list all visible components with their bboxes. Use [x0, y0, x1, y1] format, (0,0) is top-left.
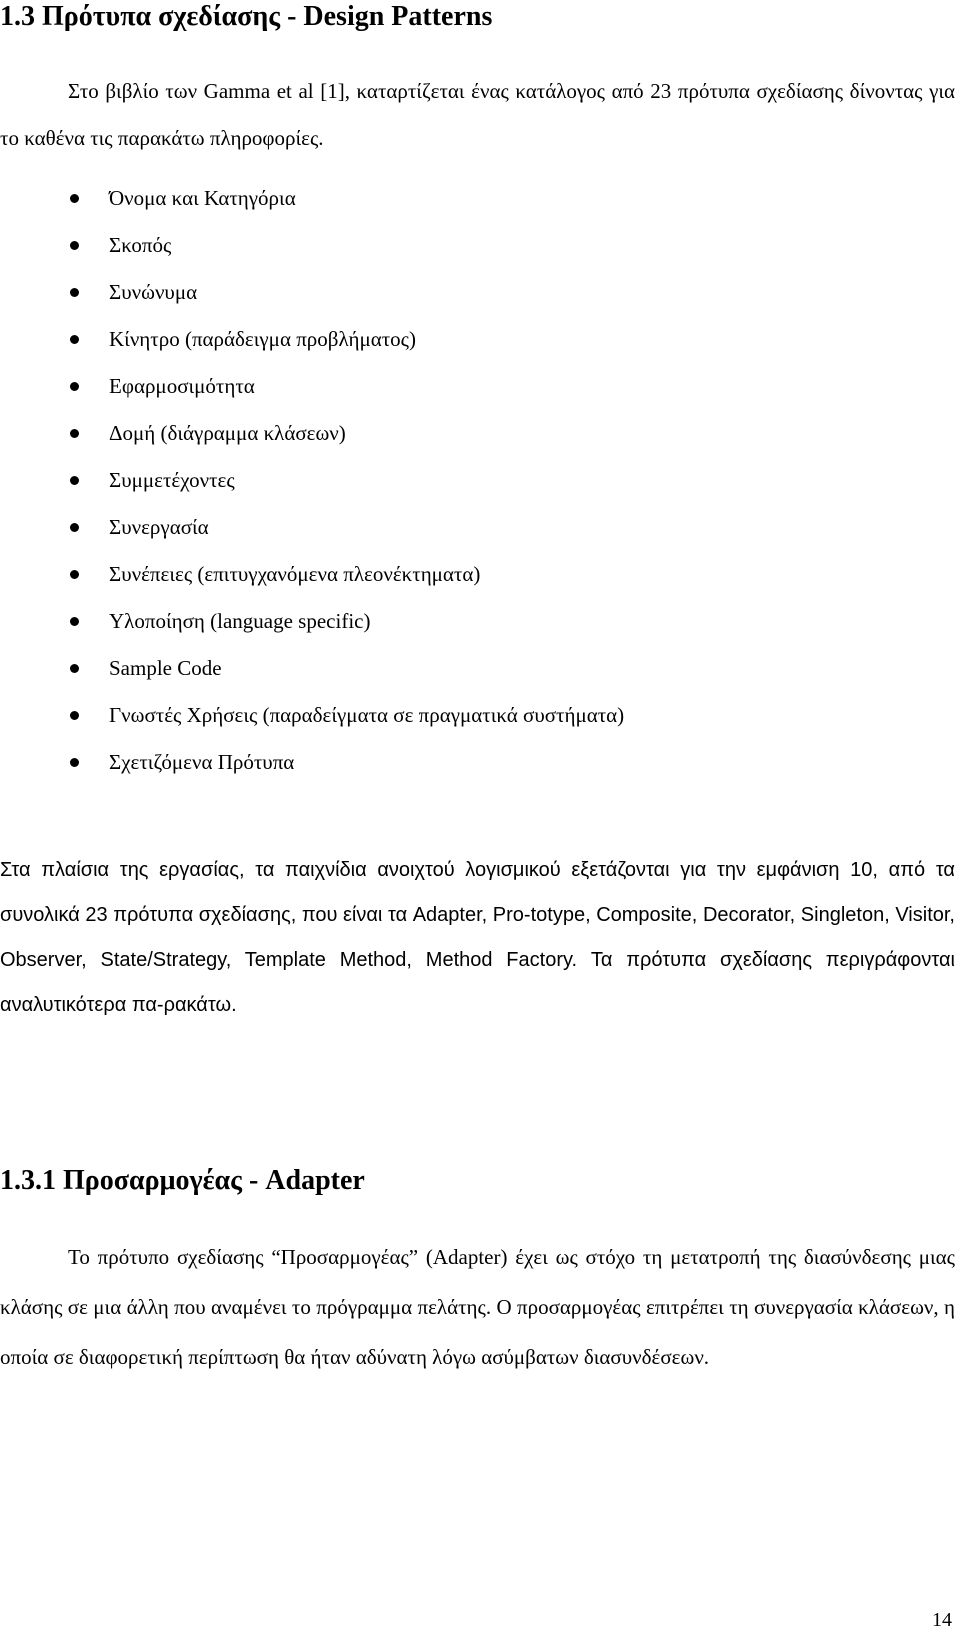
list-item: Υλοποίηση (language specific)	[0, 608, 624, 655]
list-item: Συνεργασία	[0, 514, 624, 561]
list-item: Σκοπός	[0, 232, 624, 279]
bullet-icon	[70, 617, 79, 626]
bullet-icon	[70, 711, 79, 720]
list-item: Συμμετέχοντες	[0, 467, 624, 514]
intro-text: Στο βιβλίο των Gamma et al [1], καταρτίζεται ένας κατάλογος από 23 πρότυπα σχεδίασης δίνοντας για το καθένα τις παρακάτω πληροφορίες.	[0, 79, 955, 150]
list-item: Κίνητρο (παράδειγμα προβλήματος)	[0, 326, 624, 373]
list-item: Δομή (διάγραμμα κλάσεων)	[0, 420, 624, 467]
bullet-icon	[70, 335, 79, 344]
subsection-heading: 1.3.1 Προσαρμογέας - Adapter	[0, 1165, 365, 1196]
bullet-icon	[70, 523, 79, 532]
list-item: Συνέπειες (επιτυγχανόμενα πλεονέκτηματα)	[0, 561, 624, 608]
bullet-icon	[70, 570, 79, 579]
bullet-icon	[70, 382, 79, 391]
section-heading: 1.3 Πρότυπα σχεδίασης - Design Patterns	[0, 1, 493, 32]
list-item: Συνώνυμα	[0, 279, 624, 326]
bullet-icon	[70, 664, 79, 673]
bullet-icon	[70, 288, 79, 297]
bullet-icon	[70, 429, 79, 438]
pattern-info-list	[0, 185, 624, 796]
list-item: Εφαρμοσιμότητα	[0, 373, 624, 420]
page-number: 14	[932, 1609, 952, 1631]
bullet-icon	[70, 758, 79, 767]
bullet-icon	[70, 476, 79, 485]
list-item: Όνομα και Κατηγόρια	[0, 185, 624, 232]
list-item: Σχετιζόμενα Πρότυπα	[0, 749, 624, 796]
adapter-text: Το πρότυπο σχεδίασης “Προσαρμογέας” (Adapter) έχει ως στόχο τη μετατροπή της διασύνδεσης μιας κλάσης σε μια άλλη που αναμένει το πρόγραμμα πελάτης. Ο προσαρμογέας επιτρέπει τη συνεργασία κλάσεων, η οποία σε διαφορετική περίπτωση θα ήταν αδύνατη λόγω ασύμβατων διασυνδέσεων.	[0, 1245, 955, 1369]
bullet-icon	[70, 194, 79, 203]
list-item: Sample Code	[0, 655, 624, 702]
list-item: Γνωστές Χρήσεις (παραδείγματα σε πραγματικά συστήματα)	[0, 702, 624, 749]
bullet-icon	[70, 241, 79, 250]
adapter-paragraph	[0, 1232, 955, 1382]
intro-paragraph	[0, 68, 955, 162]
scope-paragraph: Στα πλαίσια της εργασίας, τα παιχνίδια ανοιχτού λογισμικού εξετάζονται για την εμφάνιση 10, από τα συνολικά 23 πρότυπα σχεδίασης, που είναι τα Adapter, Pro-totype, Composite, Decorator, Singleton, Visitor, Observer, State/Strategy, Template Method, Method Factory. Τα πρότυπα σχεδίασης περιγράφονται αναλυτικότερα πα-ρακάτω.	[0, 859, 955, 1016]
